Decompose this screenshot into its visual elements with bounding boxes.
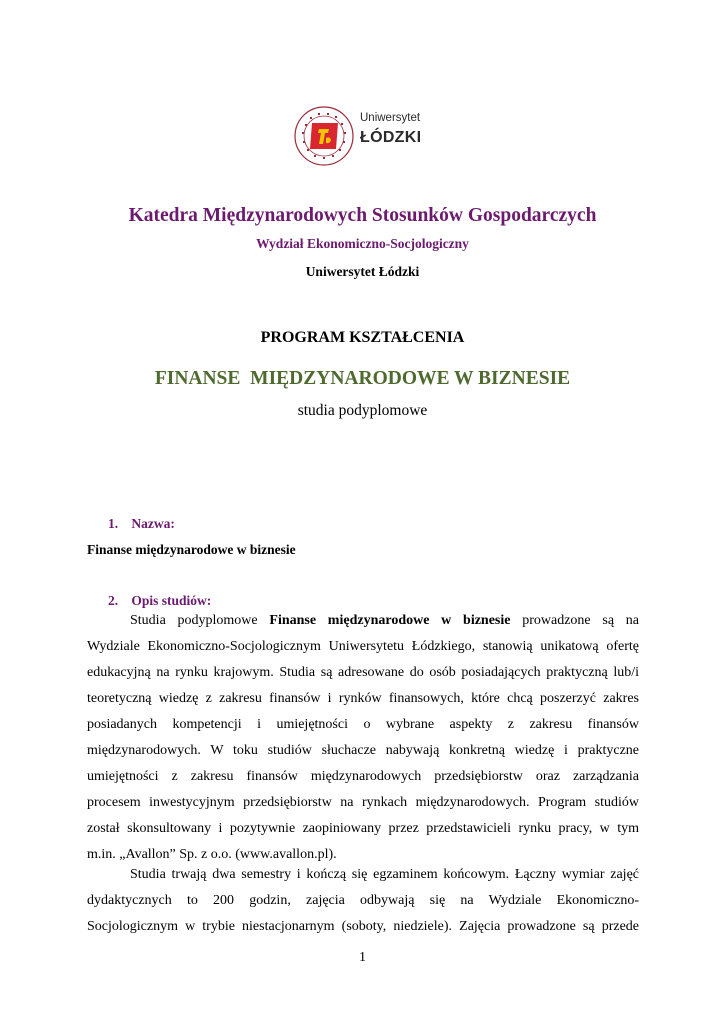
paragraph-line: międzynarodowych. W toku studiów słuchacze nabywają konkretną wiedzę i praktyczne bbox=[87, 743, 639, 758]
description-paragraph-2 bbox=[87, 862, 639, 940]
section-1-number: 1. bbox=[108, 516, 119, 531]
text-run: prowadzone są na bbox=[522, 613, 639, 628]
text-run: Studia podyplomowe bbox=[130, 613, 258, 628]
section-1-heading bbox=[108, 516, 175, 532]
paragraph-line: Wydziale Ekonomiczno-Socjologicznym Uniwersytetu Łódzkiego, stanowią unikatową ofertę bbox=[87, 639, 639, 654]
program-type: studia podyplomowe bbox=[297, 402, 428, 419]
paragraph-line: Socjologicznym w trybie niestacjonarnym (soboty, niedziele). Zajęcia prowadzone są przede bbox=[87, 919, 639, 934]
faculty-name: Wydział Ekonomiczno-Socjologiczny bbox=[256, 236, 469, 251]
paragraph-line: został skonsultowany i pozytywnie zaopiniowany przez przedstawicieli rynku pracy, w tym bbox=[87, 821, 639, 836]
paragraph-line: Studia trwają dwa semestry i kończą się egzaminem końcowym. Łączny wymiar zajęć bbox=[130, 867, 639, 882]
program-label: PROGRAM KSZTAŁCENIA bbox=[260, 329, 465, 346]
section-1-title: Nazwa: bbox=[131, 516, 175, 531]
paragraph-line: teoretyczną wiedzę z zakresu finansów i rynków finansowych, które chcą poszerzyć zakres bbox=[87, 691, 639, 706]
description-paragraph-1 bbox=[87, 608, 639, 868]
section-2-title: Opis studiów: bbox=[131, 593, 212, 608]
program-title: FINANSE MIĘDZYNARODOWE W BIZNESIE bbox=[154, 368, 571, 389]
paragraph-line: umiejętności z zakresu finansów międzynarodowych przedsiębiorstw oraz zarządzania bbox=[87, 769, 639, 784]
paragraph-line: edukacyjną na rynku krajowym. Studia są adresowane do osób posiadających praktyczną lub/i bbox=[87, 665, 639, 680]
paragraph-line: dydaktycznych to 200 godzin, zajęcia odbywają się na Wydziale Ekonomiczno- bbox=[87, 893, 639, 908]
logo-word-big: ŁÓDZKI bbox=[360, 129, 422, 146]
paragraph-line bbox=[87, 608, 639, 634]
paragraph-line: posiadanych kompetencji i umiejętności o wybrane aspekty z zakresu finansów bbox=[87, 717, 639, 732]
logo-word-small: Uniwersytet bbox=[360, 112, 421, 124]
department-title: Katedra Międzynarodowych Stosunków Gospodarczych bbox=[128, 205, 597, 226]
paragraph-line: procesem inwestycyjnym przedsiębiorstw na rynkach międzynarodowych. Program studiów bbox=[87, 795, 639, 810]
section-2-number: 2. bbox=[108, 593, 119, 608]
university-name: Uniwersytet Łódzki bbox=[305, 264, 420, 279]
university-logo bbox=[292, 104, 432, 168]
section-1-value: Finanse międzynarodowe w biznesie bbox=[87, 542, 296, 557]
university-seal-icon bbox=[292, 104, 356, 168]
paragraph-line: m.in. „Avallon” Sp. z o.o. (www.avallon.pl). bbox=[87, 847, 337, 862]
program-name-bold: Finanse międzynarodowe w biznesie bbox=[269, 613, 511, 628]
page-number: 1 bbox=[359, 950, 366, 965]
section-2-heading bbox=[108, 593, 211, 609]
